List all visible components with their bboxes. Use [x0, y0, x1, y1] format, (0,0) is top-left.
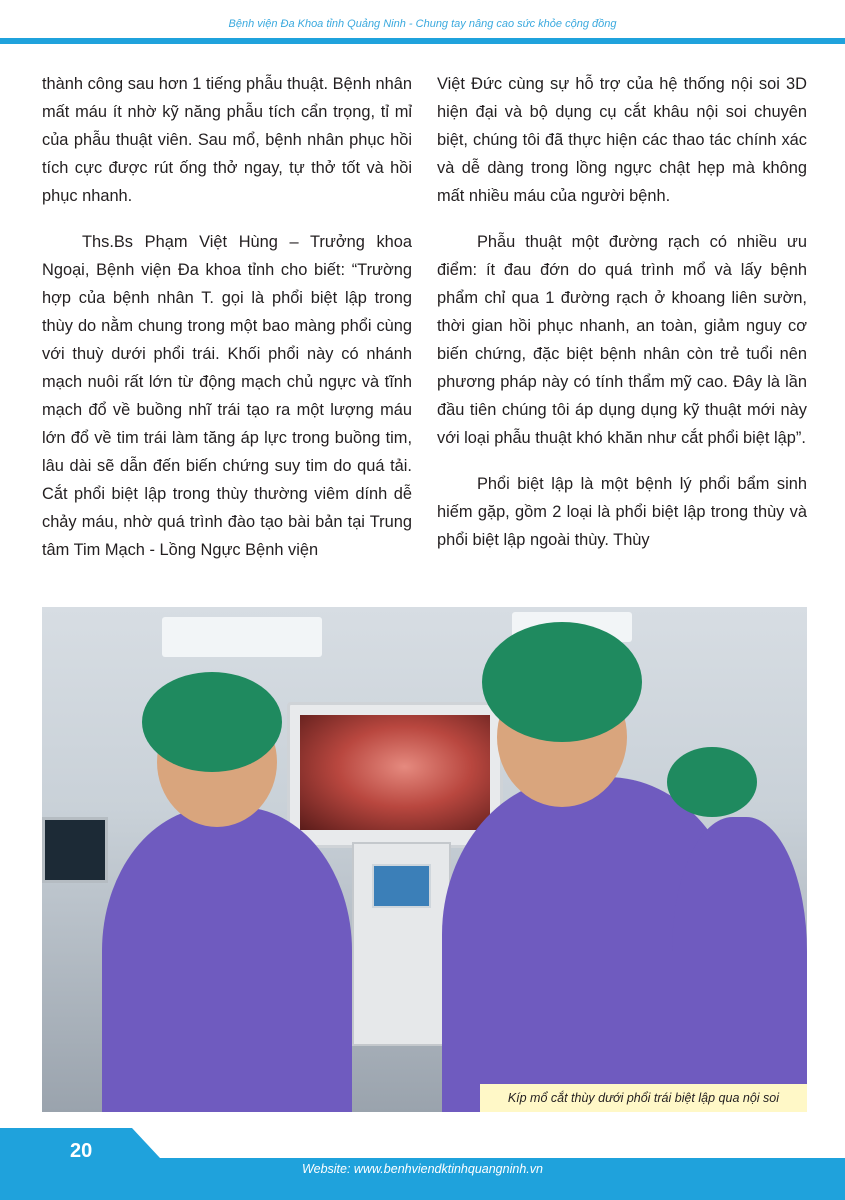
right-paragraph-3: Phổi biệt lập là một bệnh lý phổi bẩm sinh hiếm gặp, gồm 2 loại là phổi biệt lập trong thùy và phổi biệt lập ngoài thùy. Thùy: [437, 475, 807, 549]
surgeon-back-cap: [667, 747, 757, 817]
surgeon-right-cap: [482, 622, 642, 742]
left-paragraph-2: Ths.Bs Phạm Việt Hùng – Trưởng khoa Ngoại, Bệnh viện Đa khoa tỉnh cho biết: “Trường hợp của bệnh nhân T. gọi là phổi biệt lập trong thùy do nằm chung trong một bao màng phổi cùng với thuỳ dưới phổi trái. Khối phổi này có nhánh mạch nuôi rất lớn từ động mạch chủ ngực và tĩnh mạch đổ về buồng nhĩ trái tạo ra một lượng máu lớn đổ về tim trái làm tăng áp lực trong buồng tim, lâu dài sẽ dẫn đến biến chứng suy tim do quá tải. Cắt phổi biệt lập trong thùy thường viêm dính dễ chảy máu, nhờ quá trình đào tạo bài bản tại Trung tâm Tim Mạch - Lồng Ngực Bệnh viện: [42, 233, 412, 559]
header-title: Bệnh viện Đa Khoa tỉnh Quảng Ninh - Chung tay nâng cao sức khỏe cộng đồng: [228, 18, 617, 30]
right-paragraph-2: Phẫu thuật một đường rạch có nhiều ưu điểm: ít đau đớn do quá trình mổ và lấy bệnh phẩm chỉ qua 1 đường rạch ở khoang liên sườn, thời gian hồi phục nhanh, an toàn, giảm nguy cơ biến chứng, đặc biệt bệnh nhân còn trẻ tuổi nên phương pháp này có tính thẩm mỹ cao. Đây là lần đầu tiên chúng tôi áp dụng dụng kỹ thuật mới này với loại phẫu thuật khó khăn như cắt phổi biệt lập”.: [437, 233, 807, 447]
surgeon-left: [102, 807, 352, 1112]
header-bar: [0, 38, 845, 44]
endoscopy-tower: [352, 842, 451, 1046]
page-number: 20: [70, 1140, 93, 1162]
ceiling-light: [162, 617, 322, 657]
surgery-photo: [42, 607, 807, 1112]
vital-signs-monitor: [42, 817, 108, 883]
right-column: [437, 70, 807, 572]
tower-screen: [372, 864, 431, 908]
endoscopy-screen: [300, 715, 490, 830]
left-column: [42, 70, 412, 582]
photo-caption: Kíp mổ cắt thùy dưới phổi trái biệt lập qua nội soi: [480, 1084, 807, 1112]
page-header: [0, 0, 845, 40]
left-paragraph-1: thành công sau hơn 1 tiếng phẫu thuật. Bệnh nhân mất máu ít nhờ kỹ năng phẫu tích cẩn trọng, tỉ mỉ của phẫu thuật viên. Sau mổ, bệnh nhân phục hồi tích cực được rút ống thở ngay, tự thở tốt và hồi phục nhanh.: [42, 75, 412, 205]
endoscopy-monitor: [287, 702, 503, 848]
surgeon-back: [672, 817, 807, 1112]
surgeon-left-cap: [142, 672, 282, 772]
right-paragraph-1: Việt Đức cùng sự hỗ trợ của hệ thống nội soi 3D hiện đại và bộ dụng cụ cắt khâu nội soi chuyên biệt, chúng tôi đã thực hiện các thao tác chính xác và dễ dàng trong lồng ngực chật hẹp mà không mất nhiều máu của người bệnh.: [437, 75, 807, 205]
footer-website: Website: www.benhviendktinhquangninh.vn: [302, 1162, 543, 1176]
